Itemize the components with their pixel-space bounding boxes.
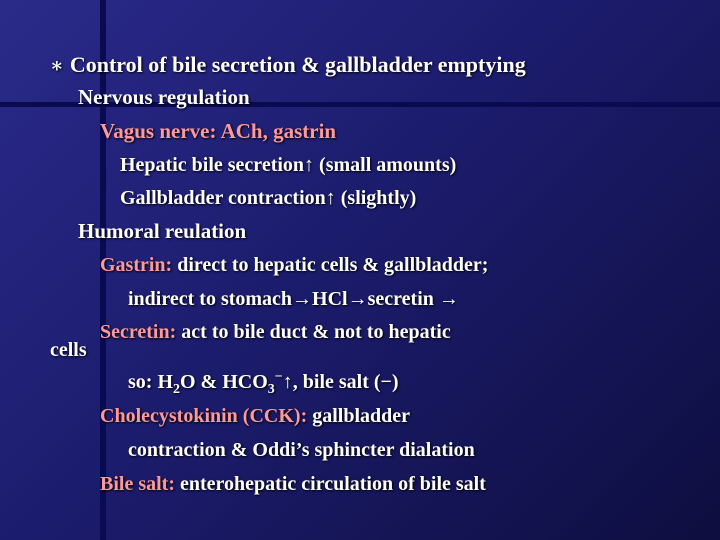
vagus-text: ACh, gastrin xyxy=(216,119,337,143)
title-text: Control of bile secretion & gallbladder emptying xyxy=(69,52,526,77)
bile-salt-line xyxy=(100,474,486,494)
slide-title xyxy=(50,54,526,76)
gastrin-line xyxy=(100,255,488,275)
gallbladder-line xyxy=(120,188,416,208)
secretin-label: Secretin: xyxy=(100,321,177,343)
cck-label: Cholecystokinin (CCK): xyxy=(100,405,308,427)
cck-text: gallbladder xyxy=(307,405,411,427)
secretin-line xyxy=(100,322,451,342)
indirect-line: indirect to stomach→HCl→secretin → xyxy=(128,288,459,310)
so-line: so: $H_2O$ & $HCO_3^-↑$, bile salt (−) xyxy=(128,369,399,397)
hepatic-text: Hepatic bile secretion xyxy=(120,154,305,176)
hepatic-tail: (small amounts) xyxy=(314,154,457,176)
gastrin-text: direct to hepatic cells & gallbladder; xyxy=(172,254,489,276)
bile-salt-label: Bile salt: xyxy=(100,473,175,495)
bullet-icon: ∗ xyxy=(50,55,64,77)
nervous-regulation-heading: Nervous regulation xyxy=(78,85,250,109)
vagus-label: Vagus nerve: xyxy=(100,119,217,143)
gastrin-label: Gastrin: xyxy=(100,254,173,276)
up-arrow-icon: ↑ xyxy=(325,187,336,209)
hepatic-line xyxy=(120,155,456,175)
cck-line xyxy=(100,406,410,426)
vagus-line xyxy=(100,121,336,142)
cells-word: cells xyxy=(50,339,87,361)
cck-line-2: contraction & Oddi’s sphincter dialation xyxy=(128,439,475,461)
secretin-text: act to bile duct & not to hepatic xyxy=(176,321,451,343)
up-arrow-icon: ↑ xyxy=(304,154,315,176)
gall-text: Gallbladder contraction xyxy=(120,187,326,209)
bile-salt-text: enterohepatic circulation of bile salt xyxy=(175,473,486,495)
gall-tail: (slightly) xyxy=(335,187,417,209)
humoral-heading: Humoral reulation xyxy=(78,219,247,243)
up-arrow-icon: ↑ xyxy=(282,371,293,393)
